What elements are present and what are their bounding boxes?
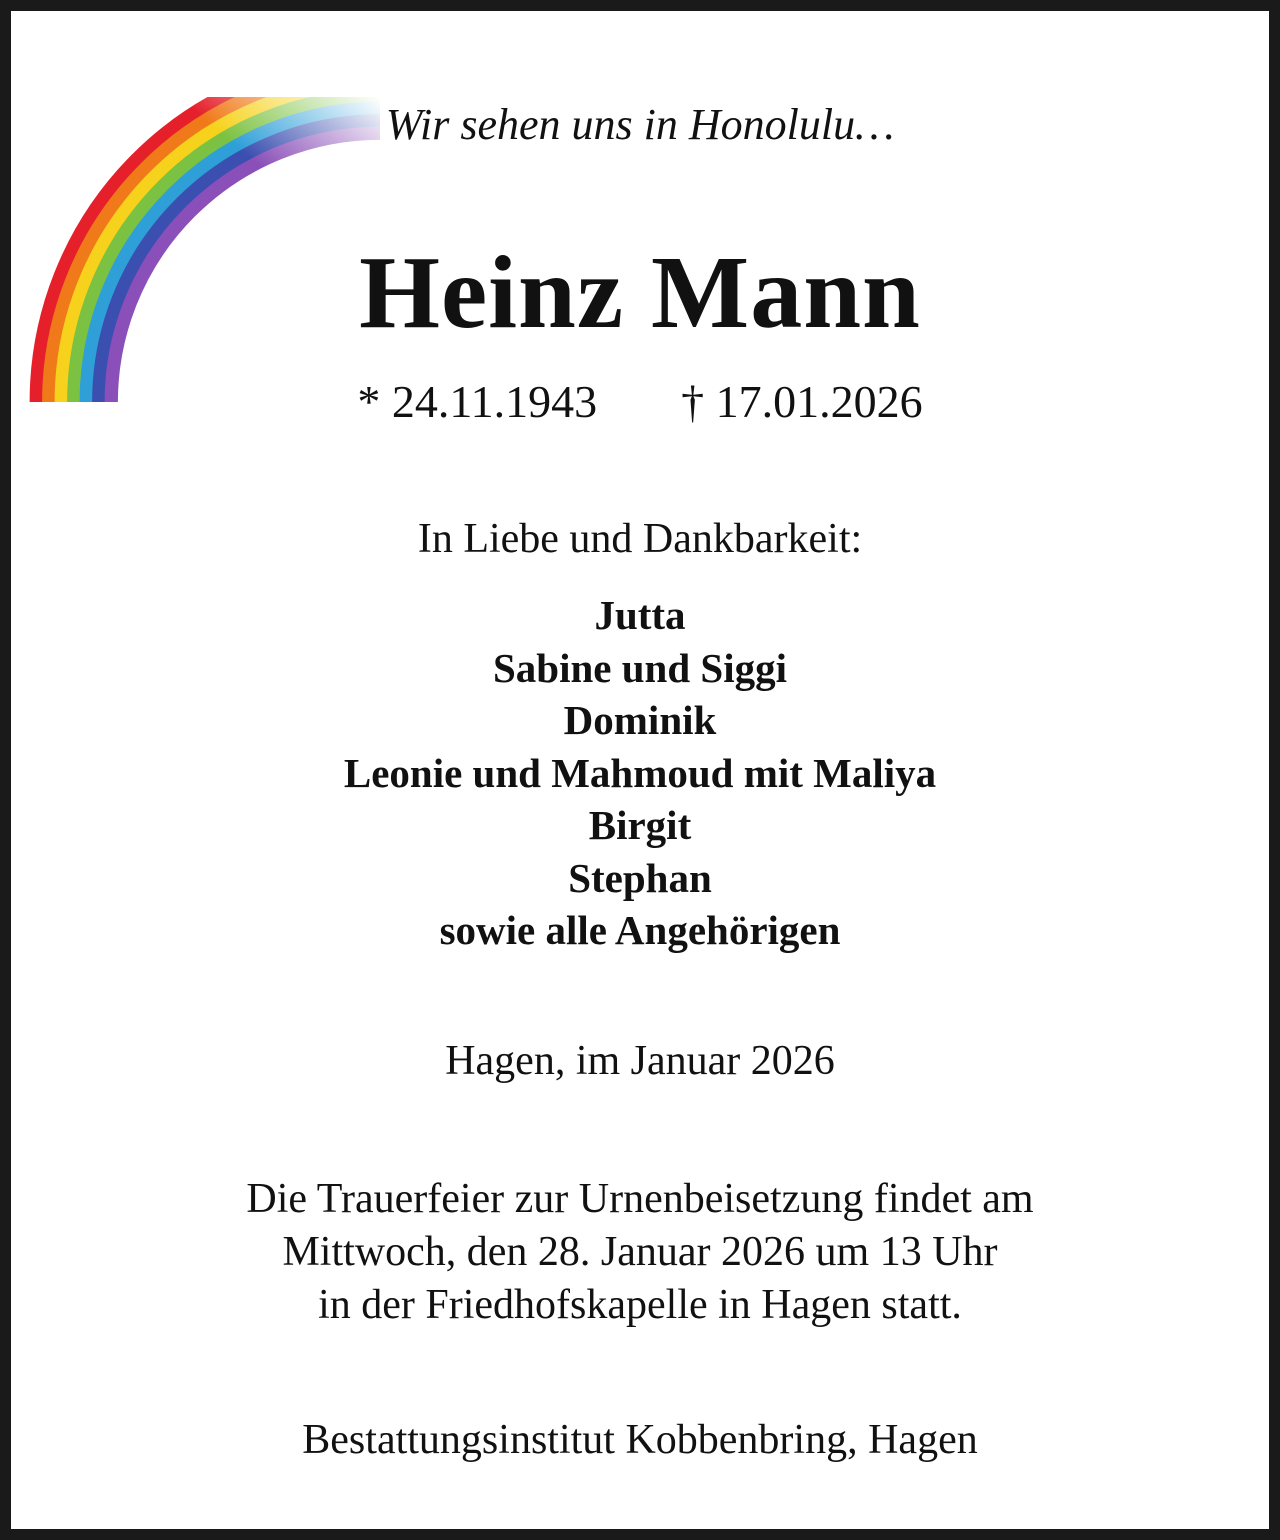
mourner-line: Jutta [594, 592, 686, 638]
death-date: † 17.01.2026 [681, 376, 923, 427]
ceremony-line: Die Trauerfeier zur Urnenbeisetzung findet am [246, 1176, 1034, 1222]
motto: Wir sehen uns in Honolulu… [385, 100, 895, 149]
undertaker: Bestattungsinstitut Kobbenbring, Hagen [302, 1417, 978, 1463]
birth-date: * 24.11.1943 [357, 376, 598, 427]
mourner-line: Leonie und Mahmoud mit Maliya [343, 749, 937, 796]
place-date: Hagen, im Januar 2026 [445, 1038, 835, 1084]
ceremony-details [11, 1173, 1269, 1332]
mourner-line: Sabine und Siggi [493, 644, 787, 691]
mourner-line: Dominik [563, 697, 717, 743]
deceased-name: Heinz Mann [359, 235, 921, 350]
thanks-line: In Liebe und Dankbarkeit: [417, 516, 863, 562]
mourner-line: sowie alle Angehörigen [439, 907, 841, 953]
ceremony-line: Mittwoch, den 28. Januar 2026 um 13 Uhr [282, 1229, 998, 1275]
mourner-line: Birgit [588, 802, 692, 848]
mourner-line: Stephan [568, 854, 712, 901]
life-dates [11, 375, 1269, 428]
mourners-list [11, 589, 1269, 957]
ceremony-line: in der Friedhofskapelle in Hagen statt. [318, 1282, 962, 1328]
